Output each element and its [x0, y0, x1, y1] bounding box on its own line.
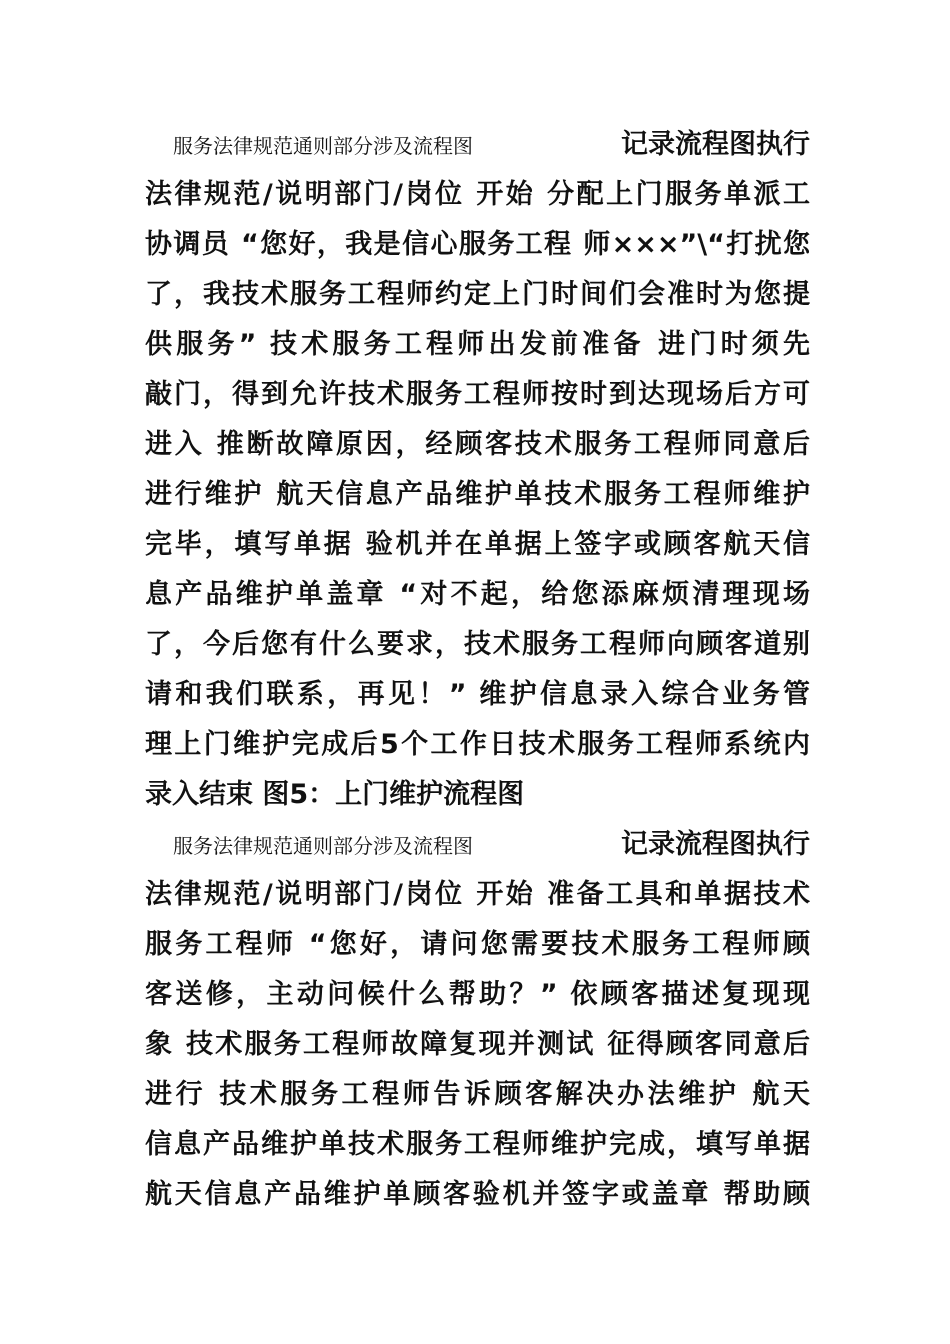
text-line: 请和我们联系，再见！” 维护信息录入综合业务管	[145, 679, 810, 710]
text-line: 了，我技术服务工程师约定上门时间们会准时为您提	[145, 279, 810, 310]
text-line: 航天信息产品维护单顾客验机并签字或盖章 帮助顾	[145, 1179, 810, 1210]
text-line: 协调员 “您好，我是信心服务工程 师×××”\“打扰您	[145, 229, 810, 260]
text-line: 信息产品维护单技术服务工程师维护完成，填写单据	[145, 1129, 810, 1160]
text-line: 完毕，填写单据 验机并在单据上签字或顾客航天信	[145, 529, 810, 560]
text-line: 法律规范/说明部门/岗位 开始 分配上门服务单派工	[145, 179, 810, 210]
document-body	[145, 120, 810, 1220]
text-line: 敲门，得到允许技术服务工程师按时到达现场后方可	[145, 379, 810, 410]
text-line: 客送修，主动问候什么帮助？” 依顾客描述复现现	[145, 979, 810, 1010]
text-line: 息产品维护单盖章 “对不起，给您添麻烦清理现场	[145, 579, 810, 610]
section-1-heading-small: 服务法律规范通则部分涉及流程图	[173, 134, 473, 158]
section-1	[145, 120, 810, 820]
text-line: 进入 推断故障原因，经顾客技术服务工程师同意后	[145, 429, 810, 460]
section-2-heading-small: 服务法律规范通则部分涉及流程图	[173, 834, 473, 858]
section-2	[145, 820, 810, 1220]
text-line: 进行 技术服务工程师告诉顾客解决办法维护 航天	[145, 1079, 810, 1110]
text-line: 象 技术服务工程师故障复现并测试 征得顾客同意后	[145, 1029, 810, 1060]
text-line: 进行维护 航天信息产品维护单技术服务工程师维护	[145, 479, 810, 510]
text-line: 了，今后您有什么要求，技术服务工程师向顾客道别	[145, 629, 810, 660]
text-line: 服务工程师 “您好，请问您需要技术服务工程师顾	[145, 929, 810, 960]
text-line: 供服务” 技术服务工程师出发前准备 进门时须先	[145, 329, 810, 360]
section-2-heading-big: 记录流程图执行	[621, 829, 810, 860]
figure-caption-line: 录入结束 图5：上门维护流程图	[145, 779, 525, 810]
section-1-heading-line	[145, 120, 810, 170]
text-line: 理上门维护完成后5个工作日技术服务工程师系统内	[145, 729, 810, 760]
text-line: 法律规范/说明部门/岗位 开始 准备工具和单据技术	[145, 879, 810, 910]
section-1-heading-big: 记录流程图执行	[621, 129, 810, 160]
section-2-heading-line	[145, 820, 810, 870]
